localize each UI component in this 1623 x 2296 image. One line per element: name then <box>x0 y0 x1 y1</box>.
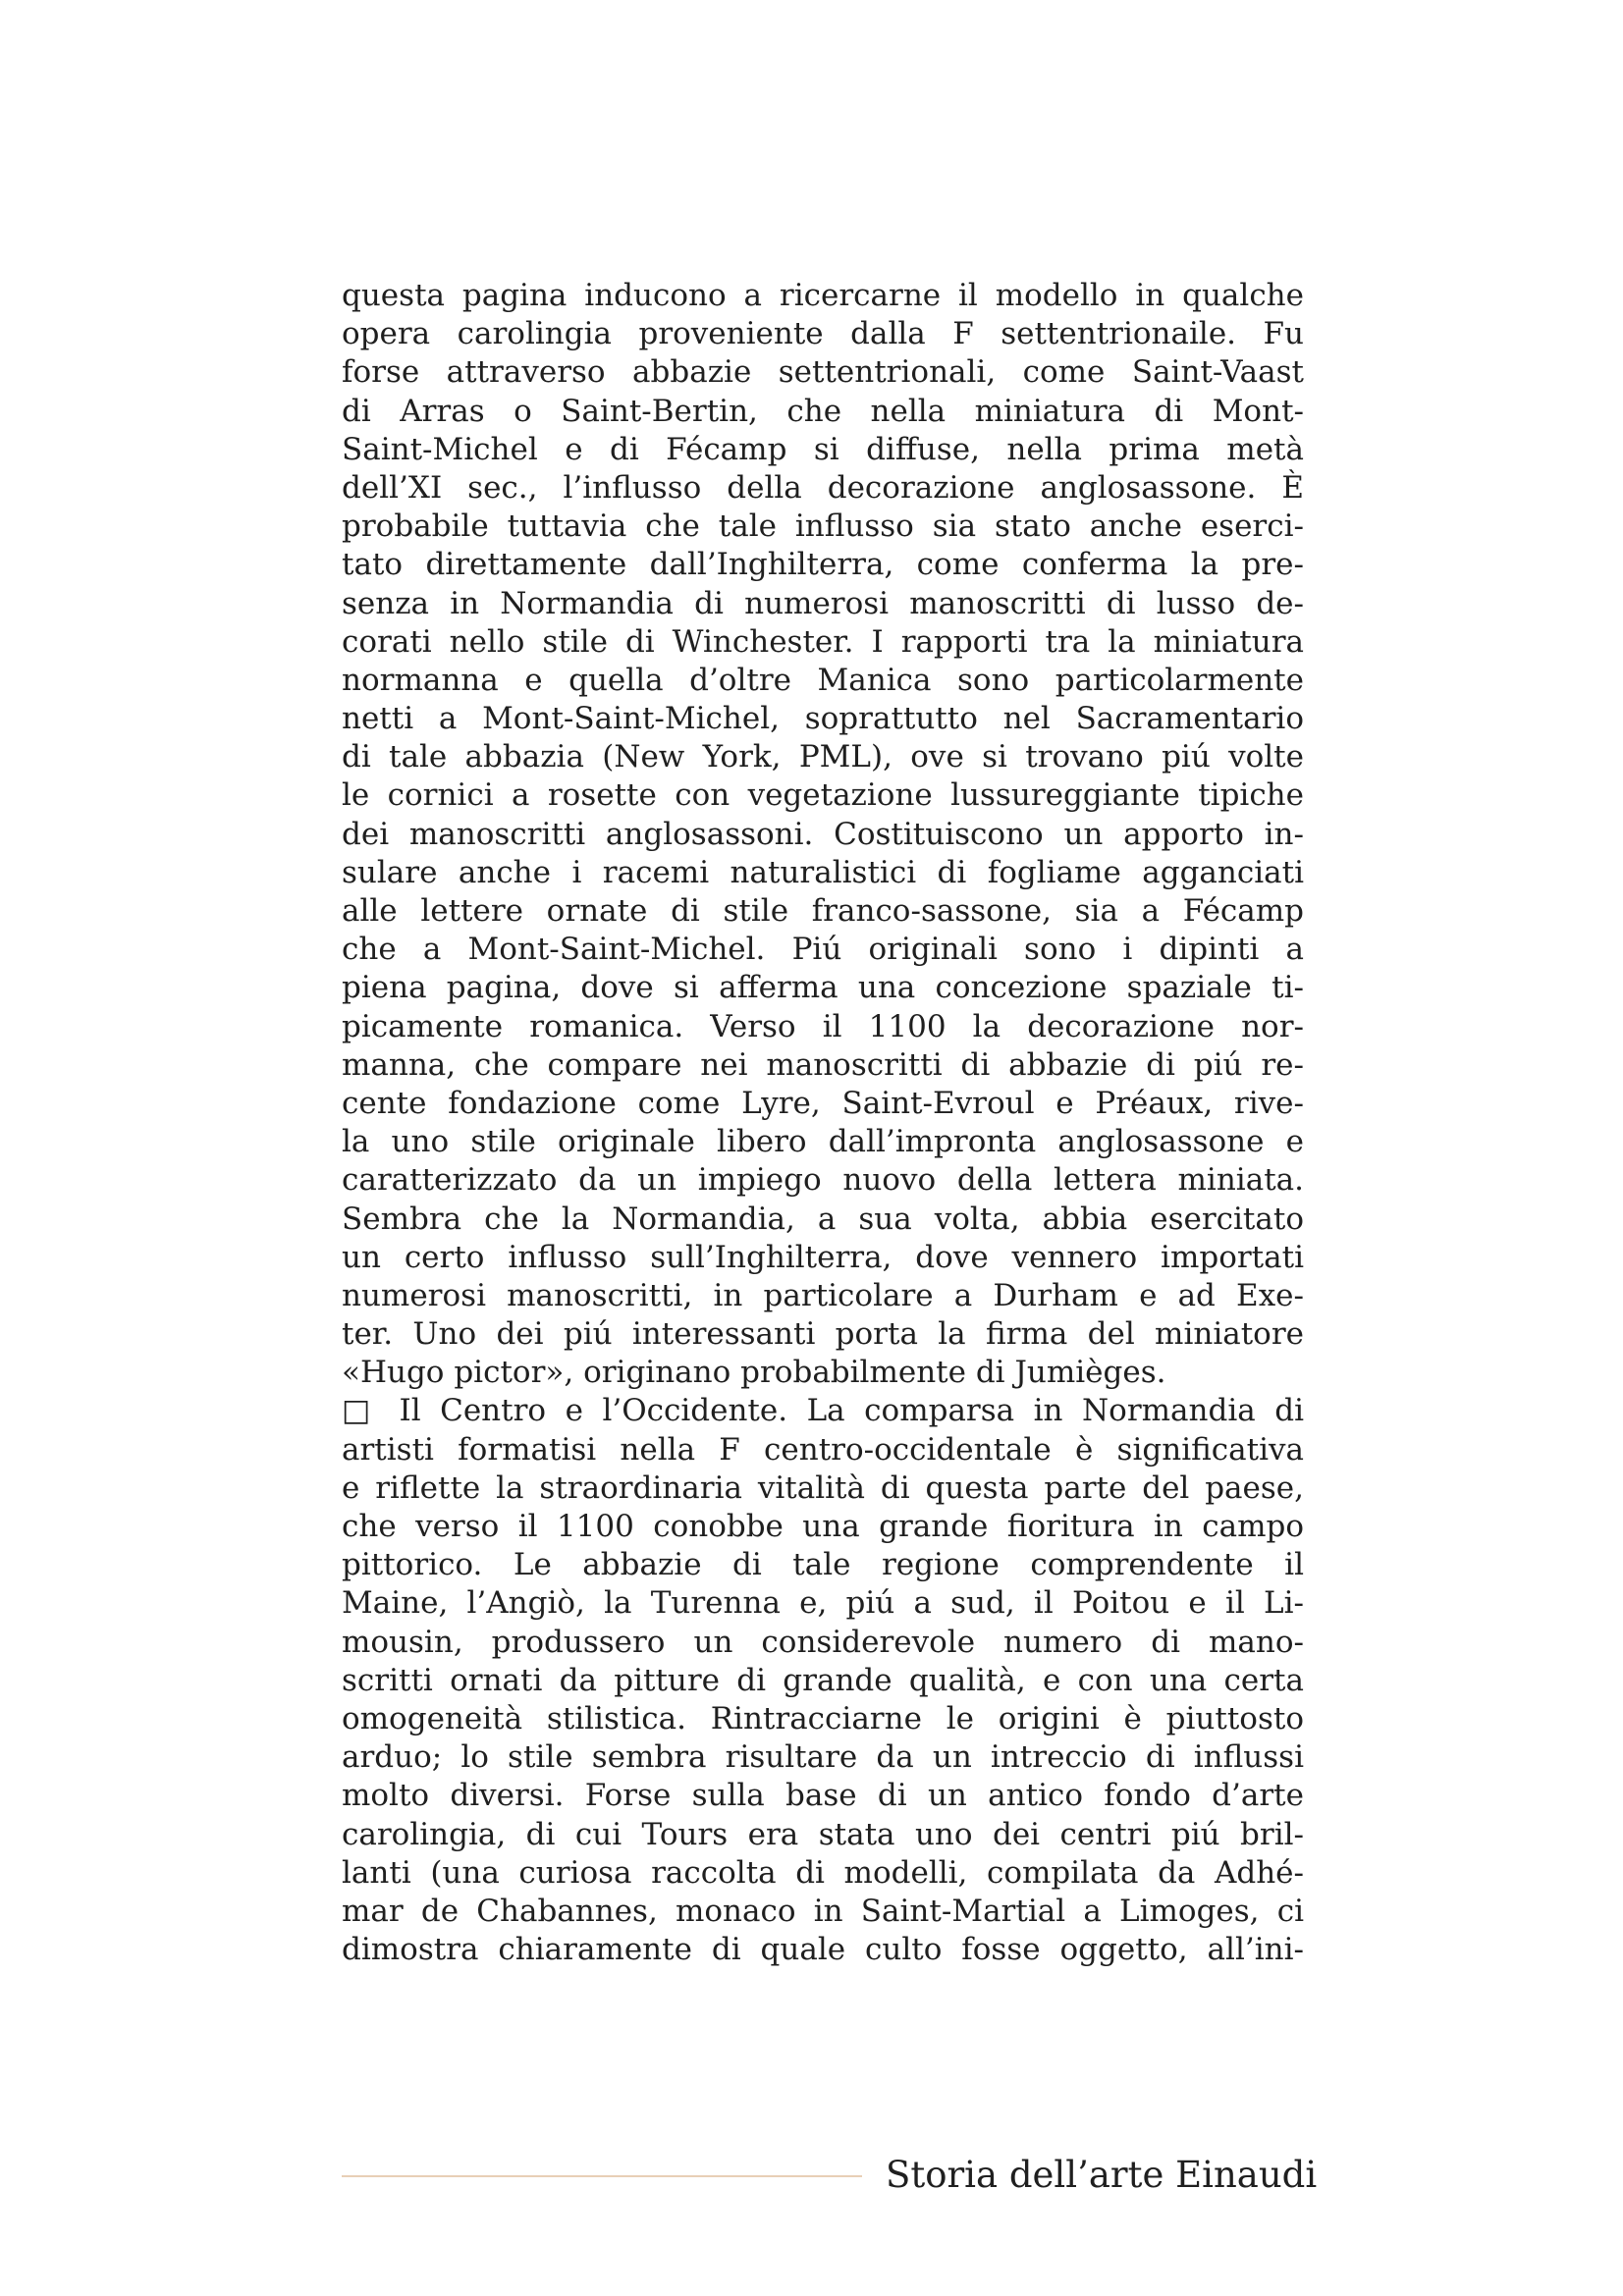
text-line: Sembra che la Normandia, a sua volta, abbia esercitato <box>342 1201 1304 1237</box>
footer-divider <box>342 2175 862 2177</box>
text-line: probabile tuttavia che tale influsso sia stato anche eserci- <box>342 508 1304 545</box>
text-line: questa pagina inducono a ricercarne il modello in qualche <box>342 278 1304 313</box>
text-line: la uno stile originale libero dall’impronta anglosassone e <box>342 1124 1304 1160</box>
text-line: senza in Normandia di numerosi manoscritti di lusso de- <box>342 585 1304 621</box>
text-line: arduo; lo stile sembra risultare da un intreccio di influssi <box>342 1739 1304 1776</box>
text-line: forse attraverso abbazie settentrionali, come Saint-Vaast <box>342 354 1304 391</box>
text-line: Saint-Michel e di Fécamp si diffuse, nella prima metà <box>342 431 1304 467</box>
text-line: carolingia, di cui Tours era stata uno dei centri piú bril- <box>342 1816 1304 1852</box>
text-line: dei manoscritti anglosassoni. Costituiscono un apporto in- <box>342 816 1304 852</box>
text-line: normanna e quella d’oltre Manica sono particolarmente <box>342 662 1304 698</box>
text-line: ter. Uno dei piú interessanti porta la firma del miniatore <box>342 1316 1304 1353</box>
text-line: netti a Mont-Saint-Michel, soprattutto nel Sacramentario <box>342 701 1304 737</box>
text-line: pittorico. Le abbazie di tale regione comprendente il <box>342 1547 1304 1583</box>
text-line: scritti ornati da pitture di grande qualità, e con una certa <box>342 1662 1304 1698</box>
text-line: alle lettere ornate di stile franco-sassone, sia a Fécamp <box>342 893 1304 929</box>
text-line: di tale abbazia (New York, PML), ove si trovano piú volte <box>342 739 1304 775</box>
text-line: sulare anche i racemi naturalistici di fogliame agganciati <box>342 854 1304 890</box>
text-line: di Arras o Saint-Bertin, che nella miniatura di Mont- <box>342 393 1304 429</box>
text-line: lanti (una curiosa raccolta di modelli, compilata da Adhé- <box>342 1854 1304 1891</box>
text-line: tato direttamente dall’Inghilterra, come conferma la pre- <box>342 547 1304 583</box>
text-line: corati nello stile di Winchester. I rapporti tra la miniatura <box>342 623 1304 660</box>
body-text <box>342 277 1304 1969</box>
text-line: dimostra chiaramente di quale culto fosse oggetto, all’ini- <box>342 1932 1304 1968</box>
text-line: le cornici a rosette con vegetazione lussureggiante tipiche <box>342 777 1304 814</box>
text-line: che verso il 1100 conobbe una grande fioritura in campo <box>342 1509 1304 1544</box>
text-line: che a Mont-Saint-Michel. Piú originali sono i dipinti a <box>342 932 1304 968</box>
text-line: numerosi manoscritti, in particolare a Durham e ad Exe- <box>342 1277 1304 1313</box>
text-line: picamente romanica. Verso il 1100 la decorazione nor- <box>342 1008 1304 1044</box>
text-line: omogeneità stilistica. Rintracciarne le origini è piuttosto <box>342 1700 1304 1736</box>
text-line: mousin, produssero un considerevole numero di mano- <box>342 1624 1304 1660</box>
text-line: caratterizzato da un impiego nuovo della lettera miniata. <box>342 1162 1304 1199</box>
text-line: artisti formatisi nella F centro-occidentale è significativa <box>342 1431 1304 1468</box>
text-line: e riflette la straordinaria vitalità di questa parte del paese, <box>342 1469 1304 1506</box>
text-line: Maine, l’Angiò, la Turenna e, piú a sud, il Poitou e il Li- <box>342 1585 1304 1622</box>
text-line: un certo influsso sull’Inghilterra, dove vennero importati <box>342 1239 1304 1275</box>
text-line: molto diversi. Forse sulla base di un antico fondo d’arte <box>342 1778 1304 1814</box>
text-line: manna, che compare nei manoscritti di abbazie di piú re- <box>342 1046 1304 1083</box>
text-line: opera carolingia proveniente dalla F settentrionaile. Fu <box>342 316 1304 352</box>
text-line: dell’XI sec., l’influsso della decorazione anglosassone. È <box>342 469 1304 506</box>
text-line: mar de Chabannes, monaco in Saint-Martial a Limoges, ci <box>342 1893 1304 1929</box>
text-line: □ Il Centro e l’Occidente. La comparsa in Normandia di <box>342 1393 1304 1429</box>
text-line: piena pagina, dove si afferma una concezione spaziale ti- <box>342 970 1304 1006</box>
text-line: «Hugo pictor», originano probabilmente di Jumièges. <box>342 1355 1166 1391</box>
text-line: cente fondazione come Lyre, Saint-Evroul e Préaux, rive- <box>342 1085 1304 1121</box>
footer-title: Storia dell’arte Einaudi <box>886 2154 1318 2196</box>
